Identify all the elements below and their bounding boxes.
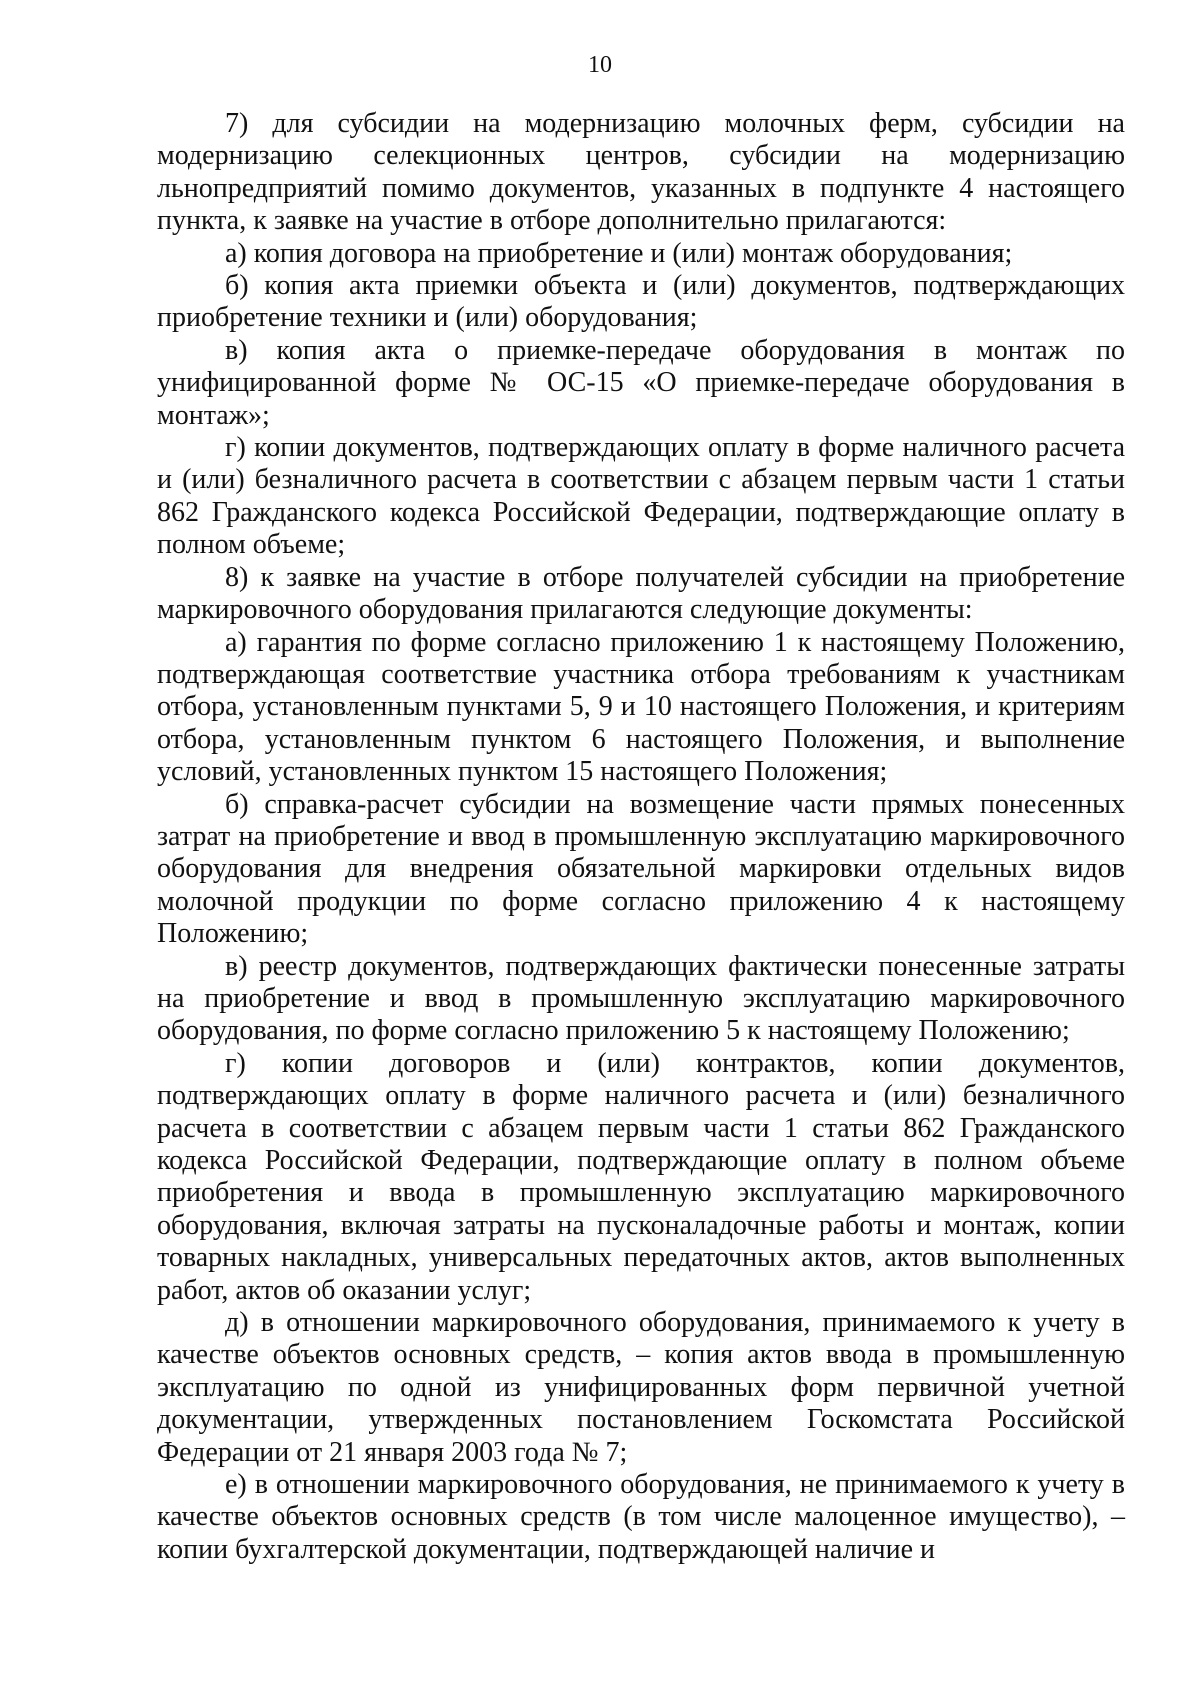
paragraph-8a: а) гарантия по форме согласно приложению 1 к настоящему Положению, подтверждающая соответствие участника отбора требованиям к участникам отбора, установленным пунктами 5, 9 и 10 настоящего Положения, и критериям отбора, установленным пунктом 6 настоящего Положения, и выполнение условий, установленных пунктом 15 настоящего Положения; [157,626,1125,788]
paragraph-8g: г) копии договоров и (или) контрактов, копии документов, подтверждающих оплату в форме наличного расчета и (или) безналичного расчета в соответствии с абзацем первым части 1 статьи 862 Гражданского кодекса Российской Федерации, подтверждающие оплату в полном объеме приобретения и ввода в промышленную эксплуатацию маркировочного оборудования, включая затраты на пусконаладочные работы и монтаж, копии товарных накладных, универсальных передаточных актов, актов выполненных работ, актов об оказании услуг; [157,1047,1125,1306]
paragraph-7b: б) копия акта приемки объекта и (или) документов, подтверждающих приобретение техники и (или) оборудования; [157,270,1125,334]
document-body [157,108,1125,1566]
paragraph-7g: г) копии документов, подтверждающих оплату в форме наличного расчета и (или) безналичного расчета в соответствии с абзацем первым части 1 статьи 862 Гражданского кодекса Российской Федерации, подтверждающие оплату в полном объеме; [157,432,1125,561]
paragraph-7: 7) для субсидии на модернизацию молочных ферм, субсидии на модернизацию селекционных центров, субсидии на модернизацию льнопредприятий помимо документов, указанных в подпункте 4 настоящего пункта, к заявке на участие в отборе дополнительно прилагаются: [157,108,1125,237]
paragraph-8d: д) в отношении маркировочного оборудования, принимаемого к учету в качестве объектов основных средств, – копия актов ввода в промышленную эксплуатацию по одной из унифицированных форм первичной учетной документации, утвержденных постановлением Госкомстата Российской Федерации от 21 января 2003 года № 7; [157,1307,1125,1468]
paragraph-7a: а) копия договора на приобретение и (или) монтаж оборудования; [225,237,1013,269]
paragraph-8v: в) реестр документов, подтверждающих фактически понесенные затраты на приобретение и ввод в промышленную эксплуатацию маркировочного оборудования, по форме согласно приложению 5 к настоящему Положению; [157,950,1125,1047]
paragraph-7v: в) копия акта о приемке-передаче оборудования в монтаж по унифицированной форме № ОС-15 «О приемке-передаче оборудования в монтаж»; [157,334,1125,431]
page-number: 10 [588,52,612,78]
paragraph-8b: б) справка-расчет субсидии на возмещение части прямых понесенных затрат на приобретение и ввод в промышленную эксплуатацию маркировочного оборудования для внедрения обязательной маркировки отдельных видов молочной продукции по форме согласно приложению 4 к настоящему Положению; [157,788,1125,950]
paragraph-8: 8) к заявке на участие в отборе получателей субсидии на приобретение маркировочного оборудования прилагаются следующие документы: [157,561,1125,626]
paragraph-8e: е) в отношении маркировочного оборудования, не принимаемого к учету в качестве объектов основных средств (в том числе малоценное имущество), – копии бухгалтерской документации, подтверждающей наличие и [157,1469,1125,1565]
